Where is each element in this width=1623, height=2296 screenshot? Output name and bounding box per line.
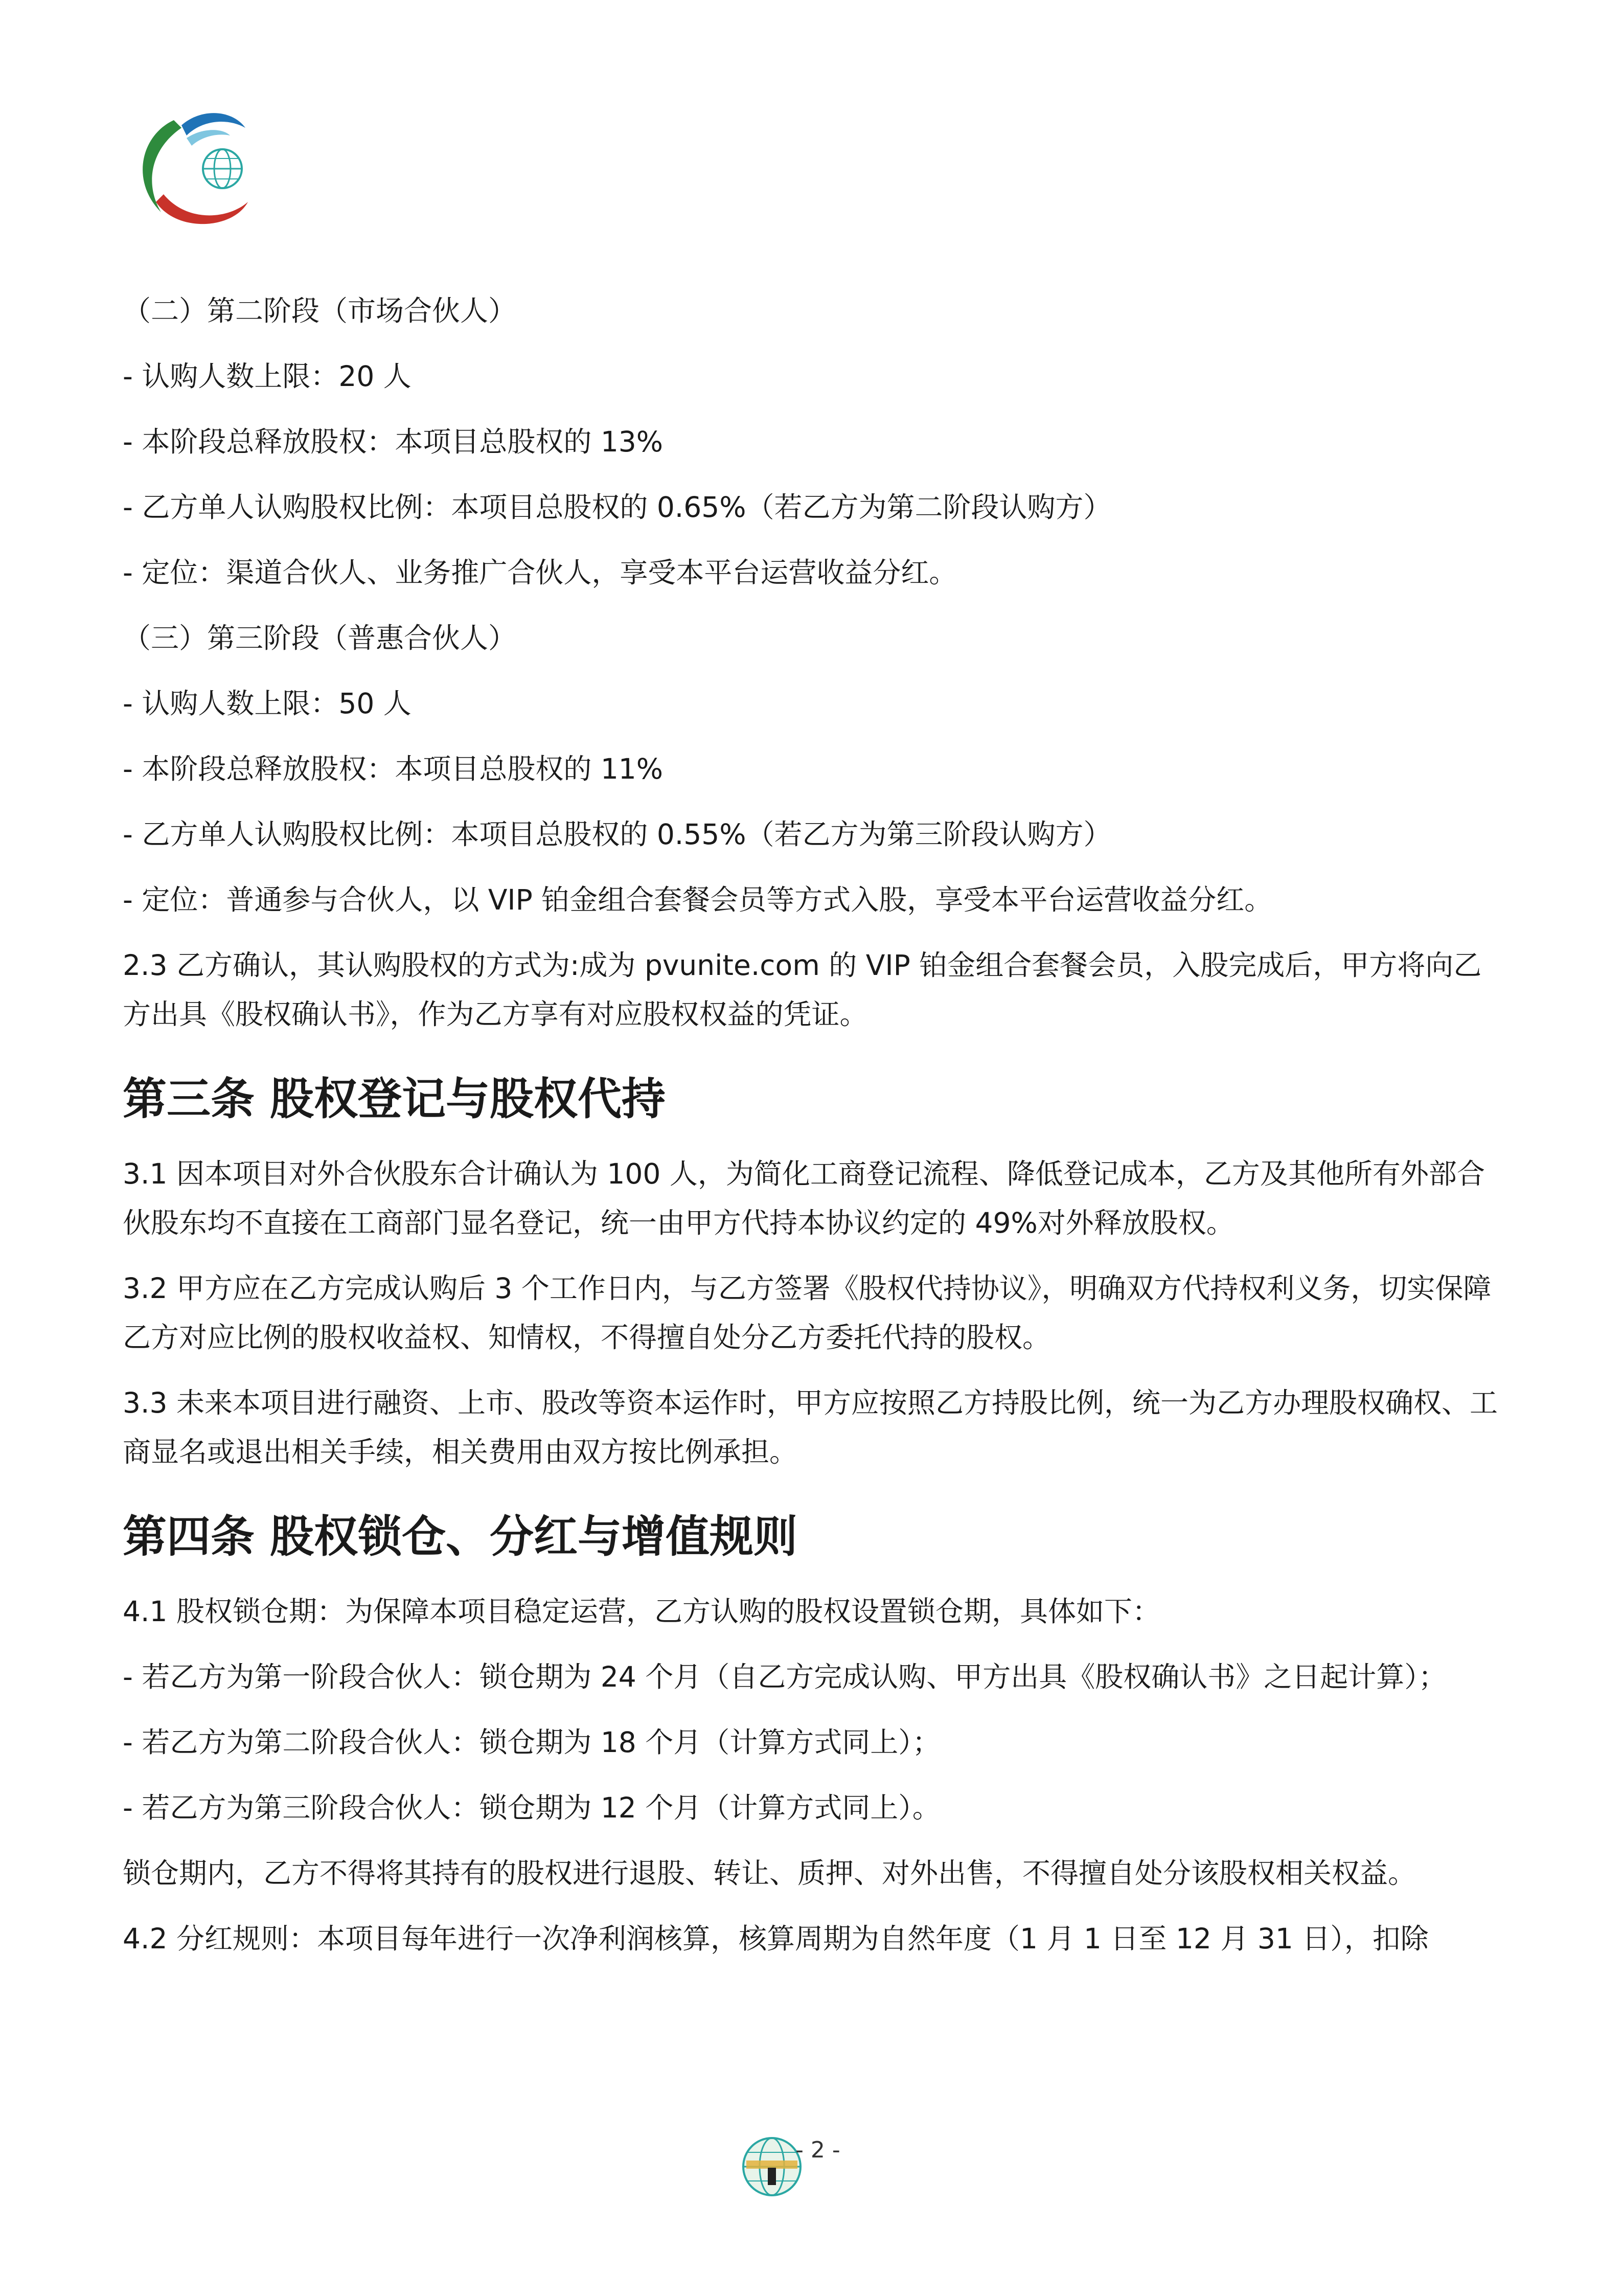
stage-two-title: （二）第二阶段（市场合伙人） <box>123 294 517 327</box>
document-body <box>123 286 1503 1980</box>
list-item: - 若乙方为第三阶段合伙人：锁仓期为 12 个月（计算方式同上）。 <box>123 1791 941 1824</box>
clause-3-3: 3.3 未来本项目进行融资、上市、股改等资本运作时，甲方应按照乙方持股比例，统一为乙方办理股权确权、工商显名或退出相关手续，相关费用由双方按比例承担。 <box>123 1386 1498 1468</box>
list-item: - 本阶段总释放股权：本项目总股权的 11% <box>123 753 664 785</box>
page-number: - 2 - <box>795 2137 840 2163</box>
list-item: - 乙方单人认购股权比例：本项目总股权的 0.55%（若乙方为第三阶段认购方） <box>123 818 1112 851</box>
list-item: - 认购人数上限：50 人 <box>123 687 412 720</box>
stage-three-title: （三）第三阶段（普惠合伙人） <box>123 622 517 654</box>
list-item: - 本阶段总释放股权：本项目总股权的 13% <box>123 425 664 458</box>
clause-2-3: 2.3 乙方确认，其认购股权的方式为:成为 pvunite.com 的 VIP 铂金组合套餐会员，入股完成后，甲方将向乙方出具《股权确认书》，作为乙方享有对应股权权益的凭证。 <box>123 949 1482 1031</box>
section-4-heading: 第四条 股权锁仓、分红与增值规则 <box>123 1511 797 1562</box>
list-item: - 定位：渠道合伙人、业务推广合伙人，享受本平台运营收益分红。 <box>123 556 957 589</box>
clause-3-2: 3.2 甲方应在乙方完成认购后 3 个工作日内，与乙方签署《股权代持协议》，明确双方代持权利义务，切实保障乙方对应比例的股权收益权、知情权，不得擅自处分乙方委托代持的股权。 <box>123 1272 1492 1354</box>
list-item: - 定位：普通参与合伙人，以 VIP 铂金组合套餐会员等方式入股，享受本平台运营收益分红。 <box>123 883 1273 916</box>
company-logo <box>125 105 258 233</box>
section-3-heading: 第三条 股权登记与股权代持 <box>123 1074 666 1125</box>
lockup-paragraph: 锁仓期内，乙方不得将其持有的股权进行退股、转让、质押、对外出售，不得擅自处分该股权相关权益。 <box>123 1857 1416 1890</box>
list-item: - 若乙方为第一阶段合伙人：锁仓期为 24 个月（自乙方完成认购、甲方出具《股权确认书》之日起计算）； <box>123 1661 1447 1693</box>
clause-4-1: 4.1 股权锁仓期：为保障本项目稳定运营，乙方认购的股权设置锁仓期，具体如下： <box>123 1595 1160 1628</box>
clause-4-2: 4.2 分红规则：本项目每年进行一次净利润核算，核算周期为自然年度（1 月 1 日至 12 月 31 日），扣除 <box>123 1922 1429 1955</box>
list-item: - 认购人数上限：20 人 <box>123 360 412 393</box>
list-item: - 乙方单人认购股权比例：本项目总股权的 0.65%（若乙方为第二阶段认购方） <box>123 491 1112 524</box>
clause-3-1: 3.1 因本项目对外合伙股东合计确认为 100 人，为简化工商登记流程、降低登记成本，乙方及其他所有外部合伙股东均不直接在工商部门显名登记，统一由甲方代持本协议约定的 49%对外释放股权。 <box>123 1157 1485 1239</box>
list-item: - 若乙方为第二阶段合伙人：锁仓期为 18 个月（计算方式同上）； <box>123 1726 941 1759</box>
